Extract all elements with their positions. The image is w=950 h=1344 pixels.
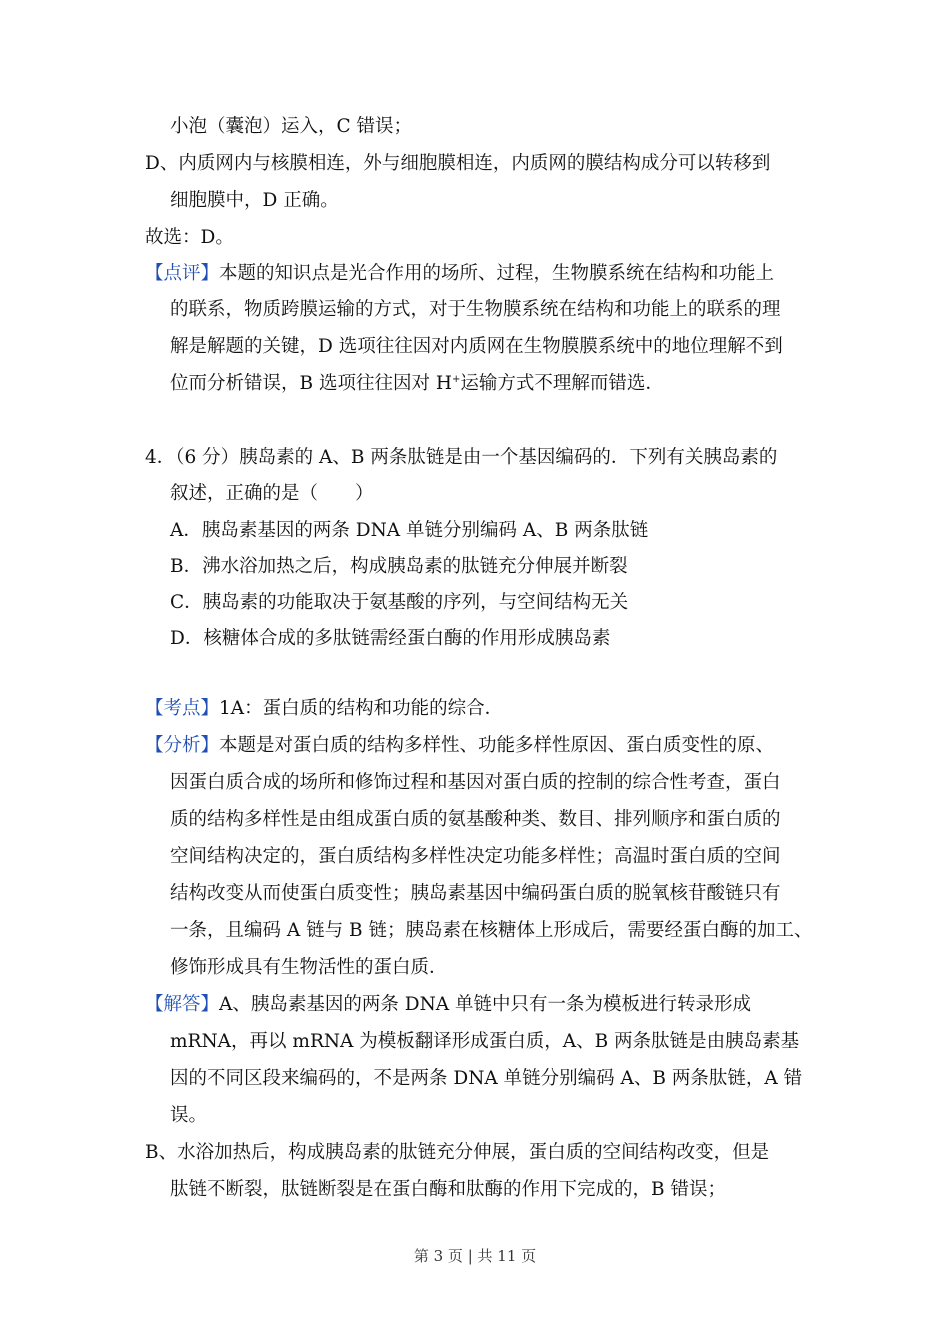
text-span: 1A：蛋白质的结构和功能的综合． [219, 698, 504, 719]
text-line: 因的不同区段来编码的，不是两条 DNA 单链分别编码 A、B 两条肽链，A 错 [170, 1068, 803, 1089]
text-line: 小泡（囊泡）运入，C 错误； [170, 116, 413, 137]
text-line: 叙述，正确的是（ ） [170, 483, 374, 504]
text-line: 的联系，物质跨膜运输的方式，对于生物膜系统在结构和功能上的联系的理 [170, 299, 781, 320]
text-line: 因蛋白质合成的场所和修饰过程和基因对蛋白质的控制的综合性考查，蛋白 [170, 772, 781, 793]
page-footer: 第 3 页 | 共 11 页 [413, 1247, 537, 1265]
question-title: 4．（6 分）胰岛素的 A、B 两条肽链是由一个基因编码的．下列有关胰岛素的 [145, 447, 778, 468]
option-c: C．胰岛素的功能取决于氨基酸的序列，与空间结构无关 [170, 592, 629, 613]
text-line: 故选：D。 [145, 227, 234, 248]
text-line: D、内质网内与核膜相连，外与细胞膜相连，内质网的膜结构成分可以转移到 [145, 153, 771, 174]
jieda-line [145, 993, 751, 1017]
fenxi-tag: 【分析】 [145, 735, 220, 756]
option-d: D．核糖体合成的多肽链需经蛋白酶的作用形成胰岛素 [170, 628, 611, 649]
text-line: 一条，且编码 A 链与 B 链；胰岛素在核糖体上形成后，需要经蛋白酶的加工、 [170, 920, 813, 941]
superscript: + [452, 373, 461, 385]
text-span: 本题的知识点是光合作用的场所、过程，生物膜系统在结构和功能上 [219, 263, 775, 284]
text-line: 修饰形成具有生物活性的蛋白质． [170, 957, 448, 978]
jieda-tag: 【解答】 [145, 994, 220, 1015]
text-line: B、水浴加热后，构成胰岛素的肽链充分伸展，蛋白质的空间结构改变，但是 [145, 1142, 770, 1163]
text-line: 空间结构决定的，蛋白质结构多样性决定功能多样性；高温时蛋白质的空间 [170, 846, 781, 867]
text-span: 位而分析错误，B 选项往往因对 H [170, 373, 452, 394]
comment-tag: 【点评】 [145, 263, 220, 284]
text-span: 本题是对蛋白质的结构多样性、功能多样性原因、蛋白质变性的原、 [219, 735, 775, 756]
text-line [170, 372, 664, 396]
text-line: 肽链不断裂，肽链断裂是在蛋白酶和肽酶的作用下完成的，B 错误； [170, 1179, 726, 1200]
text-span: A、胰岛素基因的两条 DNA 单链中只有一条为模板进行转录形成 [219, 994, 752, 1015]
fenxi-line [145, 734, 774, 758]
comment-paragraph-line [145, 262, 774, 286]
text-line: mRNA，再以 mRNA 为模板翻译形成蛋白质，A、B 两条肽链是由胰岛素基 [170, 1031, 800, 1052]
text-line: 质的结构多样性是由组成蛋白质的氨基酸种类、数目、排列顺序和蛋白质的 [170, 809, 781, 830]
text-line: 细胞膜中，D 正确。 [170, 190, 339, 211]
option-b: B．沸水浴加热之后，构成胰岛素的肽链充分伸展并断裂 [170, 556, 628, 577]
text-line: 结构改变从而使蛋白质变性；胰岛素基因中编码蛋白质的脱氧核苷酸链只有 [170, 883, 781, 904]
text-line: 解是解题的关键，D 选项往往因对内质网在生物膜膜系统中的地位理解不到 [170, 336, 783, 357]
option-a: A．胰岛素基因的两条 DNA 单链分别编码 A、B 两条肽链 [170, 520, 649, 541]
kaodian-tag: 【考点】 [145, 698, 220, 719]
text-span: 运输方式不理解而错选． [460, 373, 664, 394]
kaodian-line [145, 697, 503, 721]
text-line: 误。 [170, 1105, 208, 1126]
